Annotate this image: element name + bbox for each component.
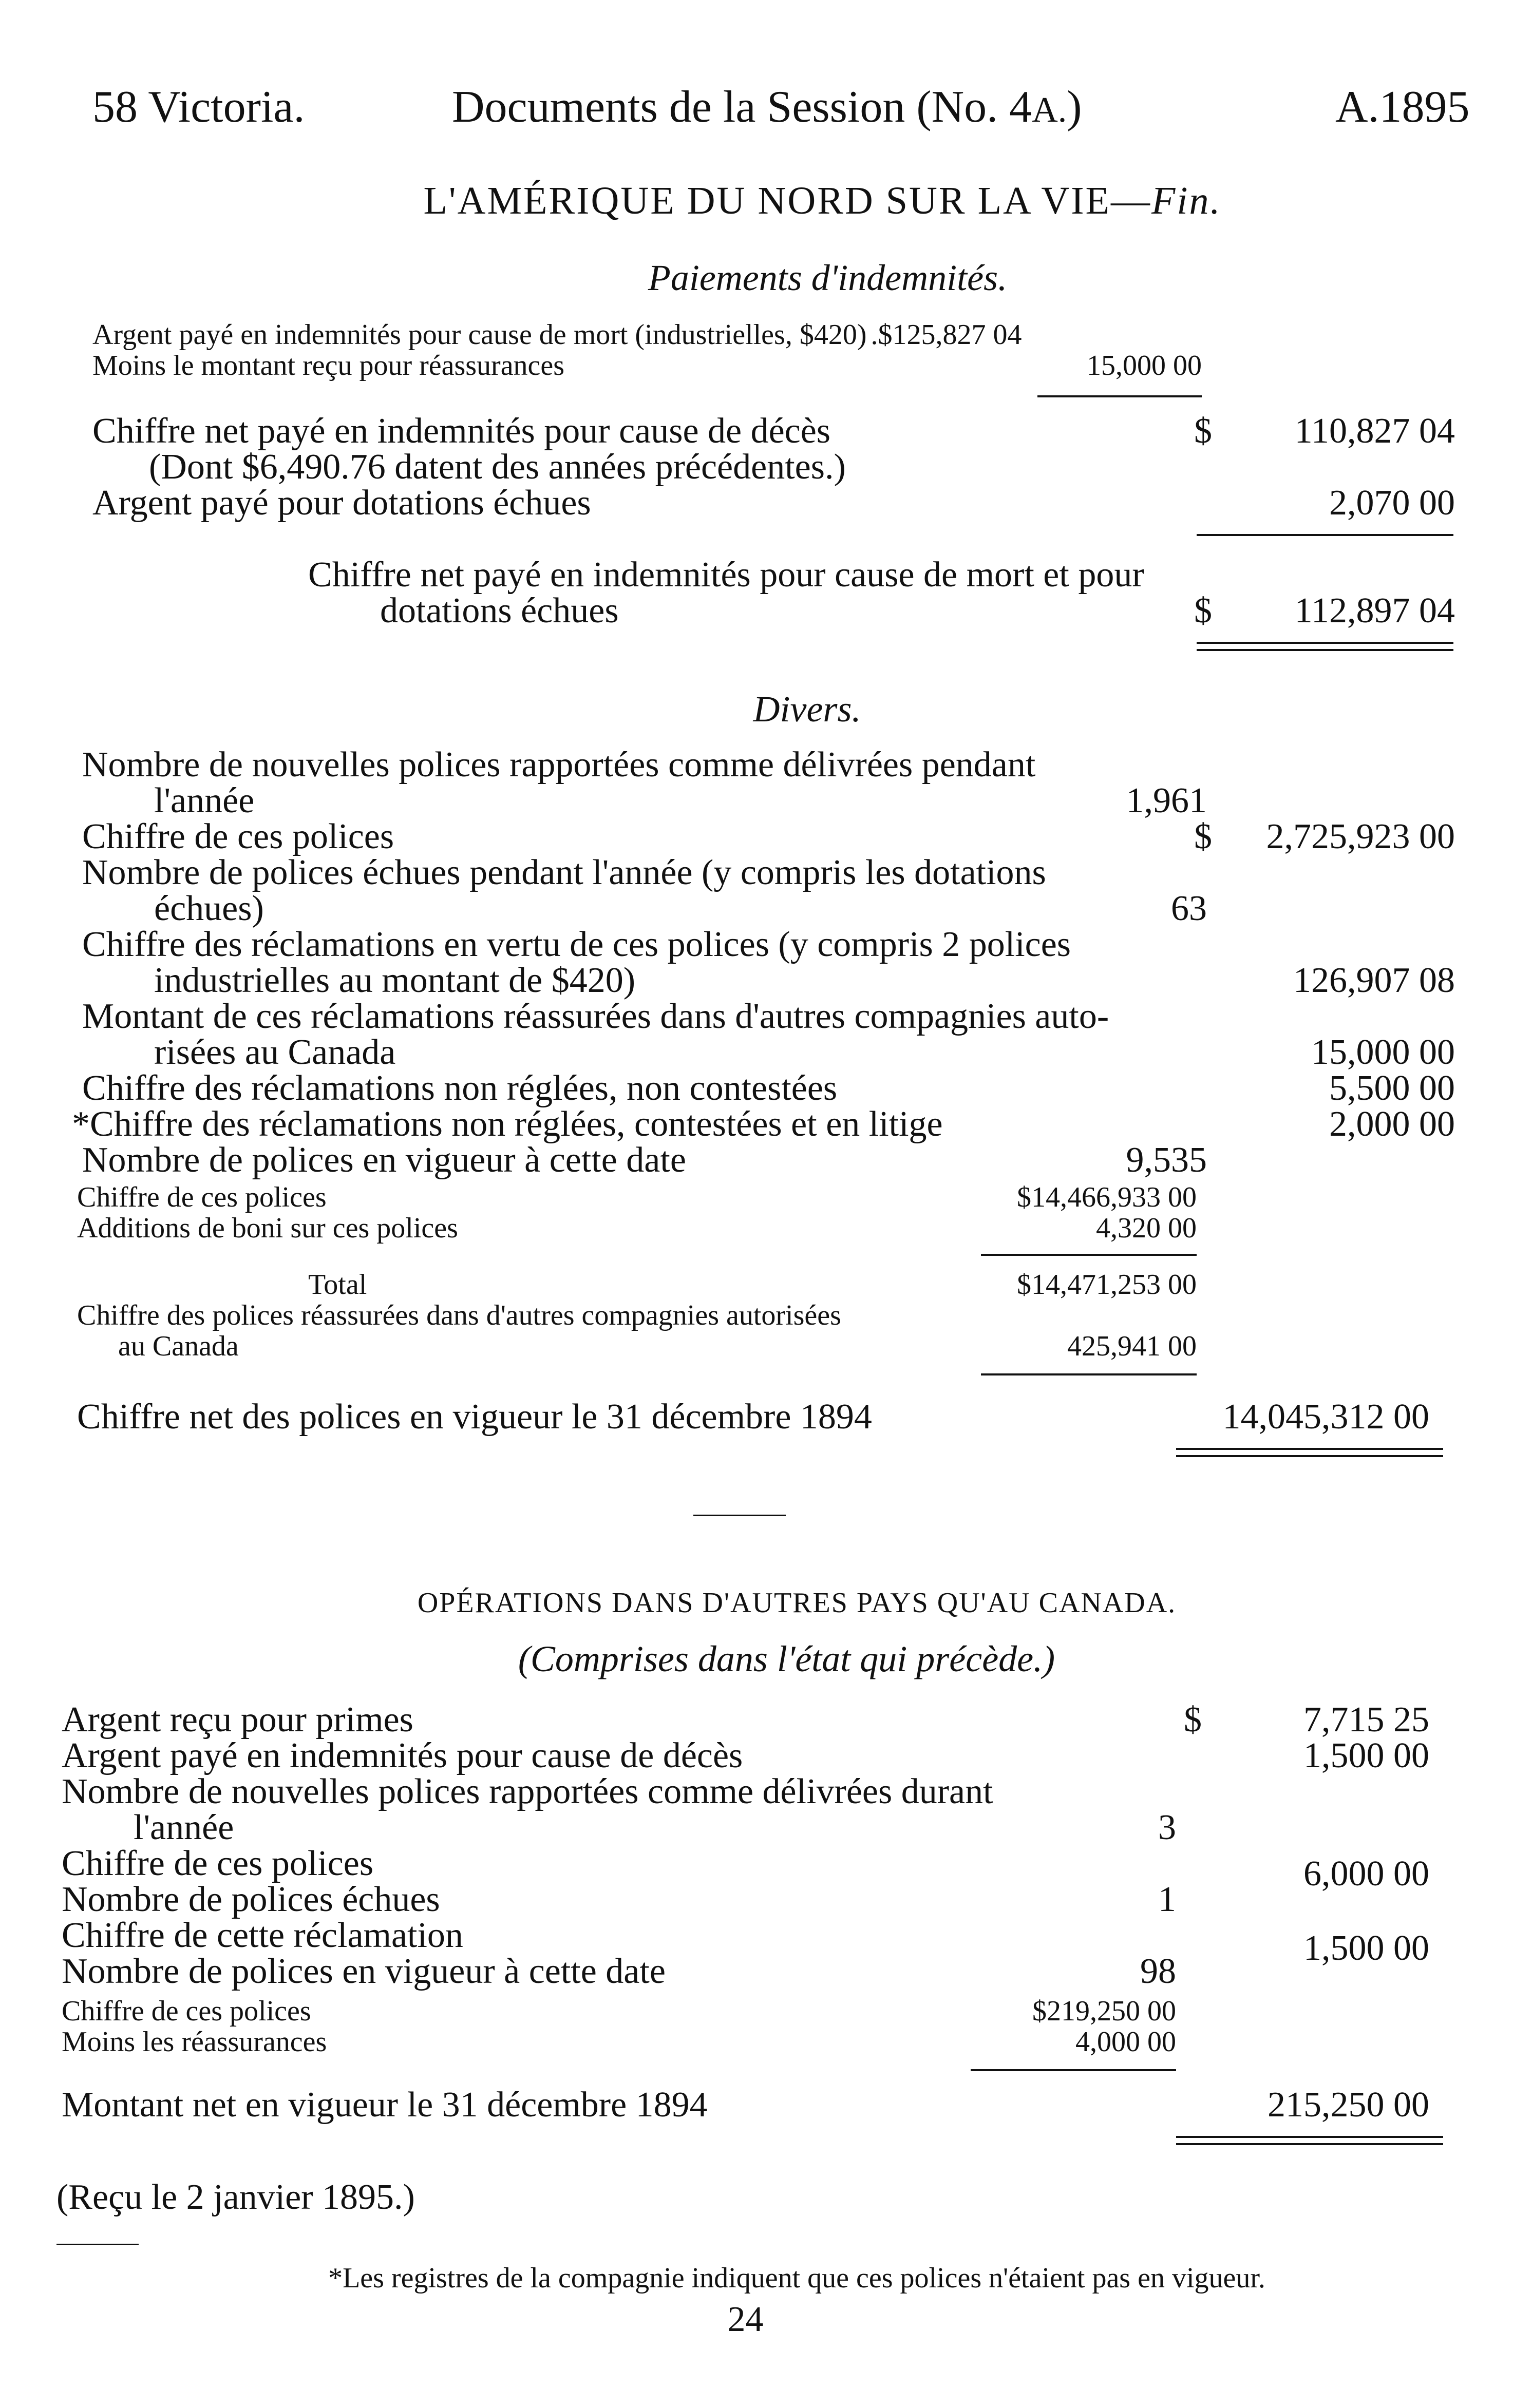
paiements-line-2: [92, 349, 1202, 382]
header-document-title: [452, 81, 1082, 133]
divers-claims-amount: 126,907 08: [1293, 961, 1455, 1000]
paiements-line-1: [92, 318, 1202, 351]
header-title-close: ): [1067, 82, 1082, 132]
divers-reinsured-line: Montant de ces réclamations réassurées dans d'autres compagnies auto-: [82, 997, 1109, 1036]
operations-expired-count: 1: [1158, 1880, 1176, 1919]
divers-net-in-force: [77, 1397, 1181, 1438]
section-title-fin: Fin.: [1151, 179, 1222, 222]
operations-new-policies-count: 3: [1158, 1808, 1176, 1847]
paiements-line-4: (Dont $6,490.76 datent des années précédentes.): [149, 447, 846, 487]
divers-expired-count: 63: [1171, 889, 1207, 928]
operations-reinsurance-amount: 4,000 00: [1075, 2026, 1176, 2058]
divers-in-force-amount-value: $14,466,933 00: [1017, 1181, 1197, 1213]
operations-claims-paid: [62, 1735, 1186, 1776]
operations-claim-amount-value: 1,500 00: [1303, 1928, 1429, 1968]
divers-reinsured-policies-label: au Canada: [118, 1330, 239, 1362]
section-title: [56, 179, 1532, 223]
dollar-sign: $: [1184, 1700, 1202, 1740]
operations-premiums-amount: 7,715 25: [1303, 1700, 1429, 1740]
footnote-rule: [56, 2244, 139, 2245]
subtotal-rule: [971, 2069, 1176, 2071]
operations-claim-amount-label: Chiffre de cette réclamation: [62, 1916, 463, 1955]
operations-new-policies-label: l'année: [134, 1808, 234, 1847]
divers-expired-line: Nombre de polices échues pendant l'année (y compris les dotations: [82, 853, 1046, 892]
divers-contested: [72, 1104, 1202, 1145]
divers-total: [308, 1268, 1197, 1301]
divers-reinsured-policies-amount: 425,941 00: [1067, 1330, 1197, 1362]
double-rule: [1197, 642, 1453, 651]
subtotal-rule: [981, 1254, 1197, 1256]
header-title-text: Documents de la Session (No. 4: [452, 82, 1032, 132]
divers-bonus-amount: 4,320 00: [1096, 1212, 1197, 1244]
operations-policies-amount-value: 6,000 00: [1303, 1854, 1429, 1894]
subtotal-rule: [981, 1373, 1197, 1375]
operations-heading: OPÉRATIONS DANS D'AUTRES PAYS QU'AU CANADA.: [417, 1587, 1177, 1619]
received-date: (Reçu le 2 janvier 1895.): [56, 2177, 415, 2217]
operations-claim-amount: [62, 1915, 1176, 1956]
divers-new-policies-line: Nombre de nouvelles polices rapportées comme délivrées pendant: [82, 745, 1036, 785]
divers-in-force-count: 9,535: [1126, 1140, 1207, 1180]
divers-in-force: [82, 1140, 1207, 1181]
divers-reinsured-policies: [118, 1330, 1197, 1363]
paiements-line-5-amount: 2,070 00: [1329, 483, 1455, 523]
page-number: 24: [727, 2300, 764, 2339]
operations-policies-amount-label: Chiffre de ces polices: [62, 1844, 374, 1883]
operations-expired-label: Nombre de polices échues: [62, 1880, 440, 1919]
paiements-line-2-amount: 15,000 00: [1087, 350, 1202, 381]
divers-claims: [154, 960, 1202, 1001]
operations-net-in-force-amount: 215,250 00: [1268, 2085, 1429, 2125]
operations-expired: [62, 1879, 1176, 1920]
section-separator: [693, 1515, 786, 1516]
divers-reinsured-amount: 15,000 00: [1311, 1033, 1455, 1072]
divers-reinsured-label: risées au Canada: [154, 1033, 396, 1072]
operations-new-policies: [134, 1807, 1176, 1848]
header-session-year: 58 Victoria.: [92, 82, 305, 132]
divers-unsettled: [82, 1068, 1202, 1109]
operations-premiums: [62, 1699, 1202, 1741]
divers-net-in-force-label: Chiffre net des polices en vigueur le 31 décembre 1894: [77, 1397, 872, 1437]
divers-in-force-label: Nombre de polices en vigueur à cette date: [82, 1140, 686, 1180]
paiements-line-3: [92, 411, 1212, 452]
divers-unsettled-label: Chiffre des réclamations non réglées, non contestées: [82, 1068, 838, 1108]
operations-new-policies-line: Nombre de nouvelles polices rapportées comme délivrées durant: [62, 1772, 993, 1811]
divers-bonus-label: Additions de boni sur ces polices: [77, 1212, 458, 1244]
paiements-heading: Paiements d'indemnités.: [648, 257, 1008, 298]
paiements-line-6: [380, 590, 1212, 632]
divers-expired-label: échues): [154, 889, 264, 928]
double-rule: [1176, 1448, 1443, 1457]
operations-net-in-force-label: Montant net en vigueur le 31 décembre 1894: [62, 2085, 708, 2125]
paiements-line-2-label: Moins le montant reçu pour réassurances: [92, 350, 565, 381]
divers-reinsured: [154, 1032, 1202, 1073]
divers-new-policies-label: l'année: [154, 781, 255, 820]
header-year: A.1895: [1335, 82, 1470, 132]
paiements-line-3-amount: 110,827 04: [1294, 411, 1455, 451]
divers-claims-label: industrielles au montant de $420): [154, 961, 636, 1000]
divers-policies-amount: [82, 816, 1212, 857]
paiements-line-5-label: Argent payé pour dotations échues: [92, 483, 591, 523]
operations-in-force-amount: [62, 1995, 1176, 2028]
operations-claims-paid-amount: 1,500 00: [1303, 1736, 1429, 1775]
operations-in-force: [62, 1951, 1176, 1992]
divers-new-policies: [154, 780, 1207, 821]
divers-new-policies-count: 1,961: [1126, 781, 1207, 820]
paiements-line-6a: Chiffre net payé en indemnités pour cause de mort et pour: [308, 555, 1144, 595]
paiements-line-5: [92, 483, 1197, 524]
paiements-line-1-label: Argent payé en indemnités pour cause de mort (industrielles, $420): [92, 319, 867, 351]
divers-policies-amount-label: Chiffre de ces polices: [82, 817, 394, 856]
paiements-line-3-label: Chiffre net payé en indemnités pour cause de décès: [92, 411, 831, 451]
paiements-line-6-amount: 112,897 04: [1294, 591, 1455, 630]
dollar-sign: $: [1194, 817, 1212, 856]
total-rule: [1197, 534, 1453, 536]
operations-in-force-count: 98: [1140, 1952, 1176, 1991]
divers-expired: [154, 888, 1207, 929]
divers-contested-amount: 2,000 00: [1329, 1104, 1455, 1144]
divers-total-label: Total: [308, 1269, 367, 1301]
divers-policies-amount-value: 2,725,923 00: [1266, 817, 1455, 856]
divers-total-amount: $14,471,253 00: [1017, 1269, 1197, 1301]
divers-in-force-amount-label: Chiffre de ces polices: [77, 1181, 327, 1213]
operations-policies-amount: [62, 1843, 1176, 1884]
dollar-sign: $: [1194, 591, 1212, 630]
divers-in-force-amount: [77, 1181, 1197, 1214]
operations-net-in-force: [62, 2085, 1171, 2126]
divers-unsettled-amount: 5,500 00: [1329, 1068, 1455, 1108]
operations-in-force-label: Nombre de polices en vigueur à cette date: [62, 1952, 666, 1991]
divers-bonus: [77, 1212, 1197, 1245]
subtotal-rule: [1037, 395, 1202, 397]
operations-in-force-amount-label: Chiffre de ces polices: [62, 1995, 311, 2027]
operations-in-force-amount-value: $219,250 00: [1032, 1995, 1176, 2027]
operations-claims-paid-label: Argent payé en indemnités pour cause de décès: [62, 1736, 743, 1775]
divers-contested-label: *Chiffre des réclamations non réglées, contestées et en litige: [72, 1104, 943, 1144]
footnote: *Les registres de la compagnie indiquent que ces polices n'étaient pas en vigueur.: [328, 2262, 1265, 2294]
divers-net-in-force-amount: 14,045,312 00: [1222, 1397, 1429, 1437]
paiements-line-6-label: dotations échues: [380, 591, 619, 630]
divers-claims-line: Chiffre des réclamations en vertu de ces polices (y compris 2 polices: [82, 925, 1071, 964]
operations-reinsurance: [62, 2025, 1176, 2058]
double-rule: [1176, 2136, 1443, 2145]
paiements-line-1-amount: .$125,827 04: [871, 319, 1022, 351]
operations-premiums-label: Argent reçu pour primes: [62, 1700, 413, 1740]
operations-subheading: (Comprises dans l'état qui précède.): [518, 1638, 1055, 1679]
divers-heading: Divers.: [753, 689, 861, 730]
operations-reinsurance-label: Moins les réassurances: [62, 2026, 327, 2058]
dollar-sign: $: [1194, 411, 1212, 451]
divers-reinsured-policies-line: Chiffre des polices réassurées dans d'autres compagnies autorisées: [77, 1299, 841, 1331]
section-title-text: L'AMÉRIQUE DU NORD SUR LA VIE—: [423, 179, 1151, 222]
header-title-suffix: A.: [1032, 90, 1067, 130]
